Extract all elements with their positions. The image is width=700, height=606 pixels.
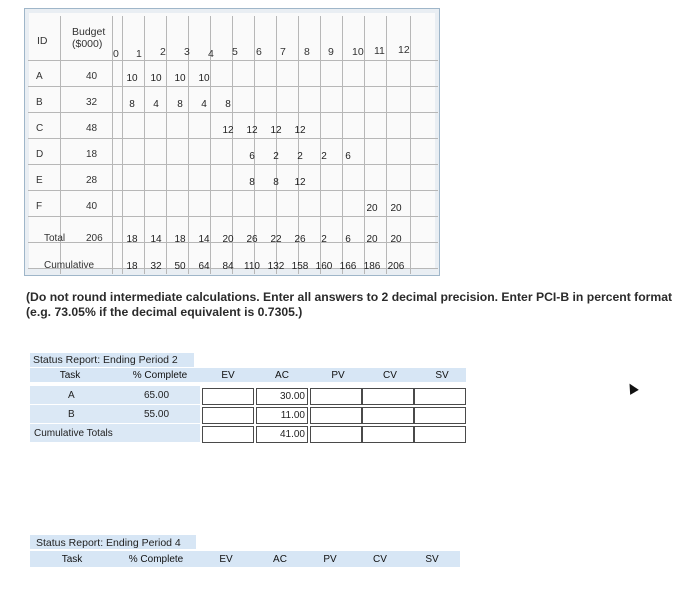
- period-value: 10: [150, 73, 162, 84]
- period-value: 2: [321, 151, 327, 162]
- period-value: 10: [126, 73, 138, 84]
- total-value: 20: [390, 234, 402, 245]
- row-budget: 48: [86, 123, 98, 134]
- period-4: 4: [208, 48, 214, 60]
- row-budget: 40: [86, 201, 98, 212]
- col-pv: PV: [331, 370, 345, 381]
- sv-a-input[interactable]: [414, 388, 466, 405]
- period-value: 10: [198, 73, 210, 84]
- period-value: 8: [249, 177, 255, 188]
- grid-line: [28, 112, 438, 113]
- period-value: 12: [246, 125, 258, 136]
- budget-header: Budget ($000): [72, 26, 106, 50]
- row-id: C: [36, 123, 44, 134]
- col-cv: CV: [373, 554, 387, 565]
- sv-b-input[interactable]: [414, 407, 466, 424]
- pv-total-input[interactable]: [310, 426, 362, 443]
- cumulative-value: 110: [244, 261, 260, 272]
- cumulative-value: 64: [198, 261, 210, 272]
- ev-b-input[interactable]: [202, 407, 254, 424]
- period-3: 3: [184, 46, 190, 58]
- col-ac: AC: [275, 370, 289, 381]
- task-b-label: B: [68, 409, 75, 420]
- pv-b-input[interactable]: [310, 407, 362, 424]
- task-b-pct: 55.00: [144, 409, 170, 420]
- row-id: E: [36, 175, 43, 186]
- cumulative-label: Cumulative: [44, 260, 95, 271]
- grid-line: [410, 16, 411, 274]
- ac-a-value: 30.00: [256, 388, 308, 405]
- cumulative-totals-label: Cumulative Totals: [34, 428, 113, 439]
- total-value: 2: [321, 234, 327, 245]
- period-value: 6: [345, 151, 351, 162]
- task-a-pct: 65.00: [144, 390, 170, 401]
- col-sv: SV: [425, 554, 439, 565]
- row-id: A: [36, 71, 43, 82]
- period-9: 9: [328, 46, 334, 58]
- period-value: 2: [273, 151, 279, 162]
- id-header: ID: [37, 35, 48, 47]
- instruction-text: (Do not round intermediate calculations. Enter all answers to 2 decimal precision. Enter PCI-B in percent format (e.g. 73.05% if the decimal equivalent is 0.7305.): [26, 290, 673, 319]
- row-id: F: [36, 201, 43, 212]
- period-5: 5: [232, 46, 238, 58]
- grid-line: [144, 16, 145, 274]
- cv-b-input[interactable]: [362, 407, 414, 424]
- cumulative-value: 186: [363, 261, 381, 272]
- col-cv: CV: [383, 370, 397, 381]
- total-value: 14: [150, 234, 162, 245]
- period-value: 12: [294, 177, 306, 188]
- period-7: 7: [280, 46, 286, 58]
- cumulative-value: 32: [150, 261, 162, 272]
- period-value: 20: [390, 203, 402, 214]
- total-value: 26: [294, 234, 306, 245]
- total-value: 14: [198, 234, 210, 245]
- period-2: 2: [160, 46, 166, 58]
- status-title: Status Report: Ending Period 2: [33, 354, 178, 366]
- task-a-label: A: [68, 390, 75, 401]
- col-pct-complete: % Complete: [128, 554, 184, 565]
- period-value: 12: [270, 125, 282, 136]
- total-value: 20: [222, 234, 234, 245]
- period-value: 4: [201, 99, 207, 110]
- col-ac: AC: [273, 554, 287, 565]
- period-value: 10: [174, 73, 186, 84]
- row-budget: 40: [86, 71, 98, 82]
- cv-total-input[interactable]: [362, 426, 414, 443]
- row-budget: 32: [86, 97, 98, 108]
- col-task: Task: [59, 370, 81, 381]
- total-budget: 206: [86, 233, 103, 244]
- row-budget: 28: [86, 175, 98, 186]
- cumulative-value: 132: [267, 261, 285, 272]
- ac-total-value: 41.00: [256, 426, 308, 443]
- col-sv: SV: [435, 370, 449, 381]
- cv-a-input[interactable]: [362, 388, 414, 405]
- period-value: 20: [366, 203, 378, 214]
- table-row: [30, 386, 200, 404]
- status-title: Status Report: Ending Period 4: [36, 537, 181, 549]
- row-id: D: [36, 149, 44, 160]
- period-value: 12: [294, 125, 306, 136]
- total-value: 18: [126, 234, 138, 245]
- period-12: 12: [398, 44, 410, 56]
- row-id: B: [36, 97, 43, 108]
- period-value: 8: [177, 99, 183, 110]
- period-1: 1: [136, 48, 142, 60]
- period-value: 4: [153, 99, 159, 110]
- period-10: 10: [352, 46, 364, 58]
- period-value: 8: [225, 99, 231, 110]
- grid-line: [28, 190, 438, 191]
- period-value: 12: [222, 125, 234, 136]
- period-value: 2: [297, 151, 303, 162]
- ev-total-input[interactable]: [202, 426, 254, 443]
- grid-line: [28, 216, 438, 217]
- cumulative-value: 160: [315, 261, 333, 272]
- period-6: 6: [256, 46, 262, 58]
- total-value: 18: [174, 234, 186, 245]
- col-pct-complete: % Complete: [132, 370, 188, 381]
- period-value: 8: [273, 177, 279, 188]
- period-value: 6: [249, 151, 255, 162]
- cumulative-value: 84: [222, 261, 234, 272]
- sv-total-input[interactable]: [414, 426, 466, 443]
- cumulative-value: 18: [126, 261, 138, 272]
- total-value: 26: [246, 234, 258, 245]
- grid-line: [28, 60, 438, 61]
- period-value: 8: [129, 99, 135, 110]
- total-value: 20: [366, 234, 378, 245]
- period-8: 8: [304, 46, 310, 58]
- period-0: 0: [113, 48, 119, 60]
- col-pv: PV: [323, 554, 337, 565]
- cumulative-value: 166: [339, 261, 357, 272]
- row-budget: 18: [86, 149, 98, 160]
- cumulative-value: 206: [387, 261, 405, 272]
- total-value: 6: [345, 234, 351, 245]
- grid-line: [28, 164, 438, 165]
- col-ev: EV: [219, 554, 233, 565]
- total-value: 22: [270, 234, 282, 245]
- grid-line: [28, 138, 438, 139]
- ac-b-value: 11.00: [256, 407, 308, 424]
- table-row: [30, 405, 200, 423]
- cumulative-value: 158: [291, 261, 309, 272]
- grid-line: [28, 86, 438, 87]
- period-11: 11: [374, 45, 385, 57]
- mouse-cursor-icon: [625, 381, 639, 395]
- total-label: Total: [44, 233, 66, 244]
- ev-a-input[interactable]: [202, 388, 254, 405]
- cumulative-value: 50: [174, 261, 186, 272]
- col-task: Task: [61, 554, 83, 565]
- grid-line: [166, 16, 167, 274]
- pv-a-input[interactable]: [310, 388, 362, 405]
- col-ev: EV: [221, 370, 235, 381]
